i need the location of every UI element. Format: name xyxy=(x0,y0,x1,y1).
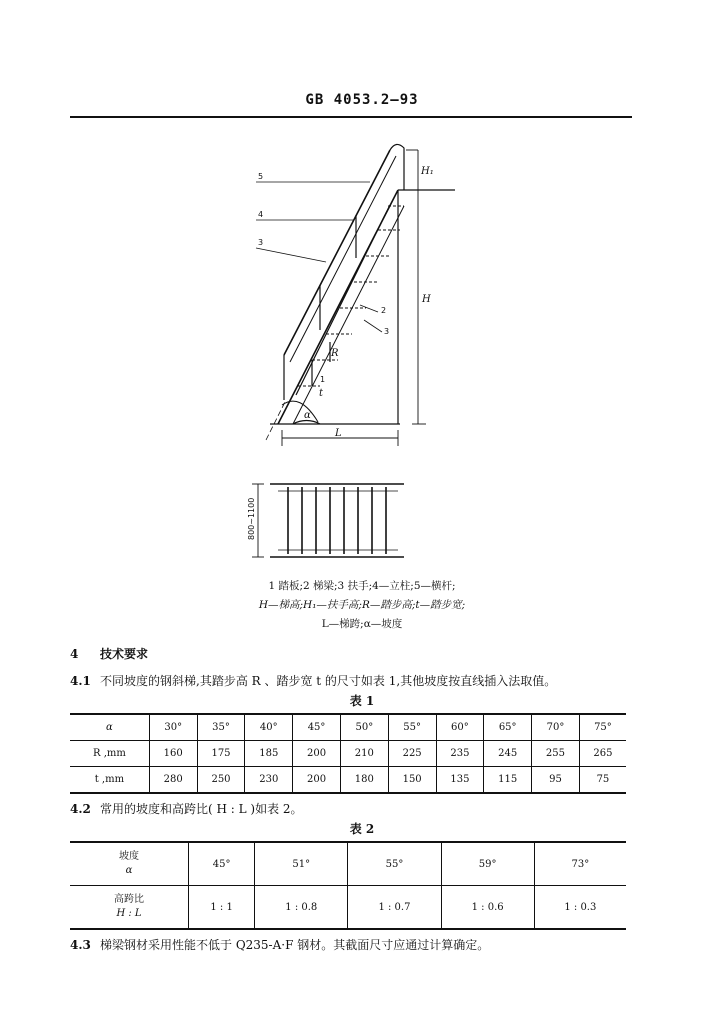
callout-5: 5 xyxy=(258,172,264,181)
clause-text: 不同坡度的钢斜梯,其踏步高 R 、踏步宽 t 的尺寸如表 1,其他坡度按直线插入法取值。 xyxy=(100,674,557,688)
r-cell: 235 xyxy=(436,741,484,767)
t-cell: 180 xyxy=(340,767,388,794)
figure-legend-line-3: L—梯跨;α—坡度 xyxy=(321,618,403,630)
callout-2: 2 xyxy=(381,306,387,315)
row-header: R ,mm xyxy=(70,741,149,767)
angle-cell: 75° xyxy=(579,714,626,741)
table-row xyxy=(70,886,626,930)
row-header-label: 坡度 xyxy=(119,851,139,862)
t-cell: 280 xyxy=(149,767,197,794)
paragraph-4-2 xyxy=(70,800,303,817)
table-2-caption: 表 2 xyxy=(349,822,375,836)
table-1-caption: 表 1 xyxy=(349,694,375,708)
dim-alpha: α xyxy=(304,410,311,421)
table-1 xyxy=(70,713,626,794)
r-cell: 255 xyxy=(532,741,580,767)
callout-1: 1 xyxy=(320,375,326,384)
angle-cell: 40° xyxy=(245,714,293,741)
dim-r: R xyxy=(331,348,339,359)
angle-cell: 30° xyxy=(149,714,197,741)
angle-cell: 55° xyxy=(348,842,441,886)
dim-h: H xyxy=(422,294,431,305)
dim-h1: H₁ xyxy=(421,166,434,177)
r-cell: 245 xyxy=(484,741,532,767)
angle-cell: 73° xyxy=(534,842,626,886)
row-header: α xyxy=(70,714,149,741)
table-row xyxy=(70,741,626,767)
t-cell: 230 xyxy=(245,767,293,794)
dim-t: t xyxy=(319,388,324,399)
angle-cell: 45° xyxy=(293,714,341,741)
t-cell: 150 xyxy=(388,767,436,794)
ratio-cell: 1 : 0.7 xyxy=(348,886,441,930)
row-header: t ,mm xyxy=(70,767,149,794)
angle-cell: 55° xyxy=(388,714,436,741)
t-cell: 115 xyxy=(484,767,532,794)
r-cell: 175 xyxy=(197,741,245,767)
r-cell: 225 xyxy=(388,741,436,767)
r-cell: 200 xyxy=(293,741,341,767)
clause-number: 4.1 xyxy=(70,674,91,688)
dim-l: L xyxy=(335,428,342,439)
section-title: 技术要求 xyxy=(100,647,149,661)
row-header xyxy=(70,886,189,930)
t-cell: 200 xyxy=(293,767,341,794)
t-cell: 135 xyxy=(436,767,484,794)
table-row xyxy=(70,767,626,794)
angle-cell: 70° xyxy=(532,714,580,741)
callout-3b: 3 xyxy=(384,327,390,336)
r-cell: 210 xyxy=(340,741,388,767)
table-2 xyxy=(70,841,626,930)
figure-legend-line-1: 1 踏板;2 梯梁;3 扶手;4—立柱;5—横杆; xyxy=(268,580,456,592)
table-row xyxy=(70,714,626,741)
angle-cell: 50° xyxy=(340,714,388,741)
angle-cell: 35° xyxy=(197,714,245,741)
table-row xyxy=(70,842,626,886)
figure-legend-line-2: H—梯高;H₁—扶手高;R—踏步高;t—踏步宽; xyxy=(258,599,466,611)
angle-cell: 65° xyxy=(484,714,532,741)
clause-number: 4.2 xyxy=(70,802,91,816)
clause-number: 4.3 xyxy=(70,938,91,952)
ratio-cell: 1 : 1 xyxy=(189,886,255,930)
row-header-symbol: α xyxy=(125,865,133,876)
row-header-label: 高跨比 xyxy=(114,894,144,905)
row-header-symbol: H : L xyxy=(116,908,142,919)
r-cell: 160 xyxy=(149,741,197,767)
angle-cell: 51° xyxy=(255,842,348,886)
ratio-cell: 1 : 0.6 xyxy=(441,886,534,930)
paragraph-4-1 xyxy=(70,672,556,689)
section-4-heading xyxy=(70,645,148,662)
dim-width: 800~1100 xyxy=(247,497,256,540)
clause-text: 常用的坡度和高跨比( H : L )如表 2。 xyxy=(100,802,303,816)
r-cell: 185 xyxy=(245,741,293,767)
ratio-cell: 1 : 0.3 xyxy=(534,886,626,930)
angle-cell: 59° xyxy=(441,842,534,886)
section-number: 4 xyxy=(70,647,79,661)
t-cell: 75 xyxy=(579,767,626,794)
clause-text: 梯梁钢材采用性能不低于 Q235-A·F 钢材。其截面尺寸应通过计算确定。 xyxy=(100,938,490,952)
r-cell: 265 xyxy=(579,741,626,767)
standard-number: GB 4053.2—93 xyxy=(305,92,419,108)
callout-4: 4 xyxy=(258,210,264,219)
t-cell: 95 xyxy=(532,767,580,794)
callout-3: 3 xyxy=(258,238,264,247)
angle-cell: 45° xyxy=(189,842,255,886)
angle-cell: 60° xyxy=(436,714,484,741)
t-cell: 250 xyxy=(197,767,245,794)
ratio-cell: 1 : 0.8 xyxy=(255,886,348,930)
paragraph-4-3 xyxy=(70,936,489,953)
row-header xyxy=(70,842,189,886)
